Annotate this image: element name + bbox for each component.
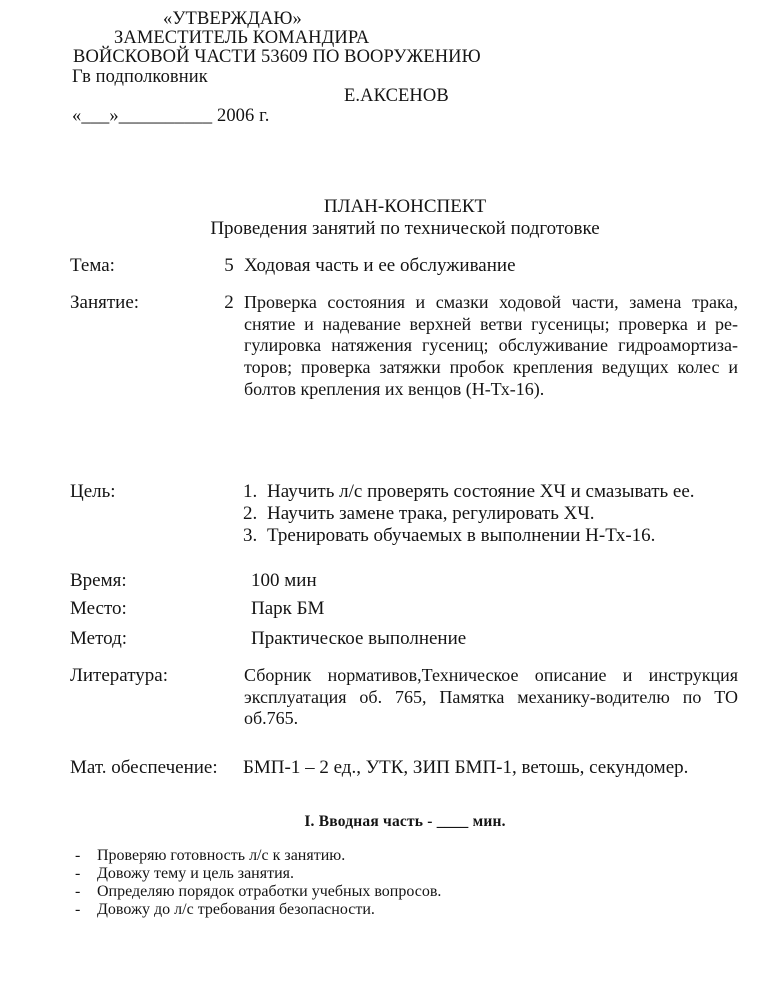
document-title: ПЛАН-КОНСПЕКТ [323, 196, 487, 217]
approver-name: Е.АКСЕНОВ [344, 86, 449, 106]
field-value-tema: Ходовая часть и ее обслуживание [244, 255, 516, 276]
paragraph-line: болтов крепления их венцов (Н-Тх-16). [244, 378, 545, 399]
dash-marker-1: - [75, 847, 81, 864]
approver-position-line1: ЗАМЕСТИТЕЛЬ КОМАНДИРА [114, 28, 370, 48]
field-value-zanyatie [244, 292, 738, 401]
field-value-mat-obespechenie: БМП-1 – 2 ед., УТК, ЗИП БМП-1, ветошь, секундомер. [243, 757, 689, 778]
field-value-mesto: Парк БМ [251, 598, 325, 619]
paragraph-line: торов; проверка затяжки пробок крепления ведущих колес и [244, 357, 738, 378]
section1-heading: I. Вводная часть - ____ мин. [304, 813, 506, 830]
field-number-tema: 5 [224, 255, 234, 276]
goal-text-2: Научить замене трака, регулировать ХЧ. [267, 503, 595, 524]
paragraph-line: снятие и надевание верхней ветви гусеницы; проверка и ре- [244, 313, 738, 334]
dash-marker-4: - [75, 901, 81, 918]
goal-text-1: Научить л/с проверять состояние ХЧ и смазывать ее. [267, 481, 695, 502]
field-label-vremya: Время: [70, 570, 127, 591]
paragraph-line: Проверка состояния и смазки ходовой части, замена трака, [244, 292, 738, 312]
goal-text-3: Тренировать обучаемых в выполнении Н-Тх-16. [267, 525, 656, 546]
document-subtitle: Проведения занятий по технической подготовке [210, 217, 600, 239]
approver-rank: Гв подполковник [72, 67, 208, 87]
dash-marker-3: - [75, 883, 81, 900]
field-value-metod: Практическое выполнение [251, 628, 467, 649]
paragraph-line: об.765. [244, 708, 299, 729]
approval-date-line: «___»__________ 2006 г. [72, 106, 270, 126]
field-label-tema: Тема: [70, 255, 115, 276]
title-block [72, 196, 738, 239]
approver-position-line2: ВОЙСКОВОЙ ЧАСТИ 53609 ПО ВООРУЖЕНИЮ [73, 47, 481, 67]
dash-marker-2: - [75, 865, 81, 882]
field-label-zanyatie: Занятие: [70, 292, 140, 313]
paragraph-line: Сборник нормативов,Техническое описание и инструкция [244, 665, 738, 685]
approval-stamp: «УТВЕРЖДАЮ» [163, 9, 302, 29]
field-label-literatura: Литература: [70, 665, 168, 686]
dash-item-1: Проверяю готовность л/с к занятию. [97, 847, 346, 864]
dash-item-3: Определяю порядок отработки учебных вопросов. [97, 883, 442, 900]
dash-item-4: Довожу до л/с требования безопасности. [97, 901, 375, 918]
field-label-mat-obespechenie: Мат. обеспечение: [70, 757, 218, 778]
goal-number-2: 2. [243, 503, 258, 524]
paragraph-line: гулировка натяжения гусениц; обслуживание гидроамортиза- [244, 335, 738, 356]
field-label-metod: Метод: [70, 628, 128, 649]
field-label-mesto: Место: [70, 598, 127, 619]
goal-number-1: 1. [243, 481, 258, 502]
field-value-literatura [244, 665, 738, 730]
field-label-tsel: Цель: [70, 481, 116, 502]
goal-number-3: 3. [243, 525, 258, 546]
dash-item-2: Довожу тему и цель занятия. [97, 865, 294, 882]
field-value-vremya: 100 мин [251, 570, 317, 591]
field-number-zanyatie: 2 [224, 292, 234, 313]
paragraph-line: эксплуатация об. 765, Памятка механику-водителю по ТО [244, 686, 738, 707]
